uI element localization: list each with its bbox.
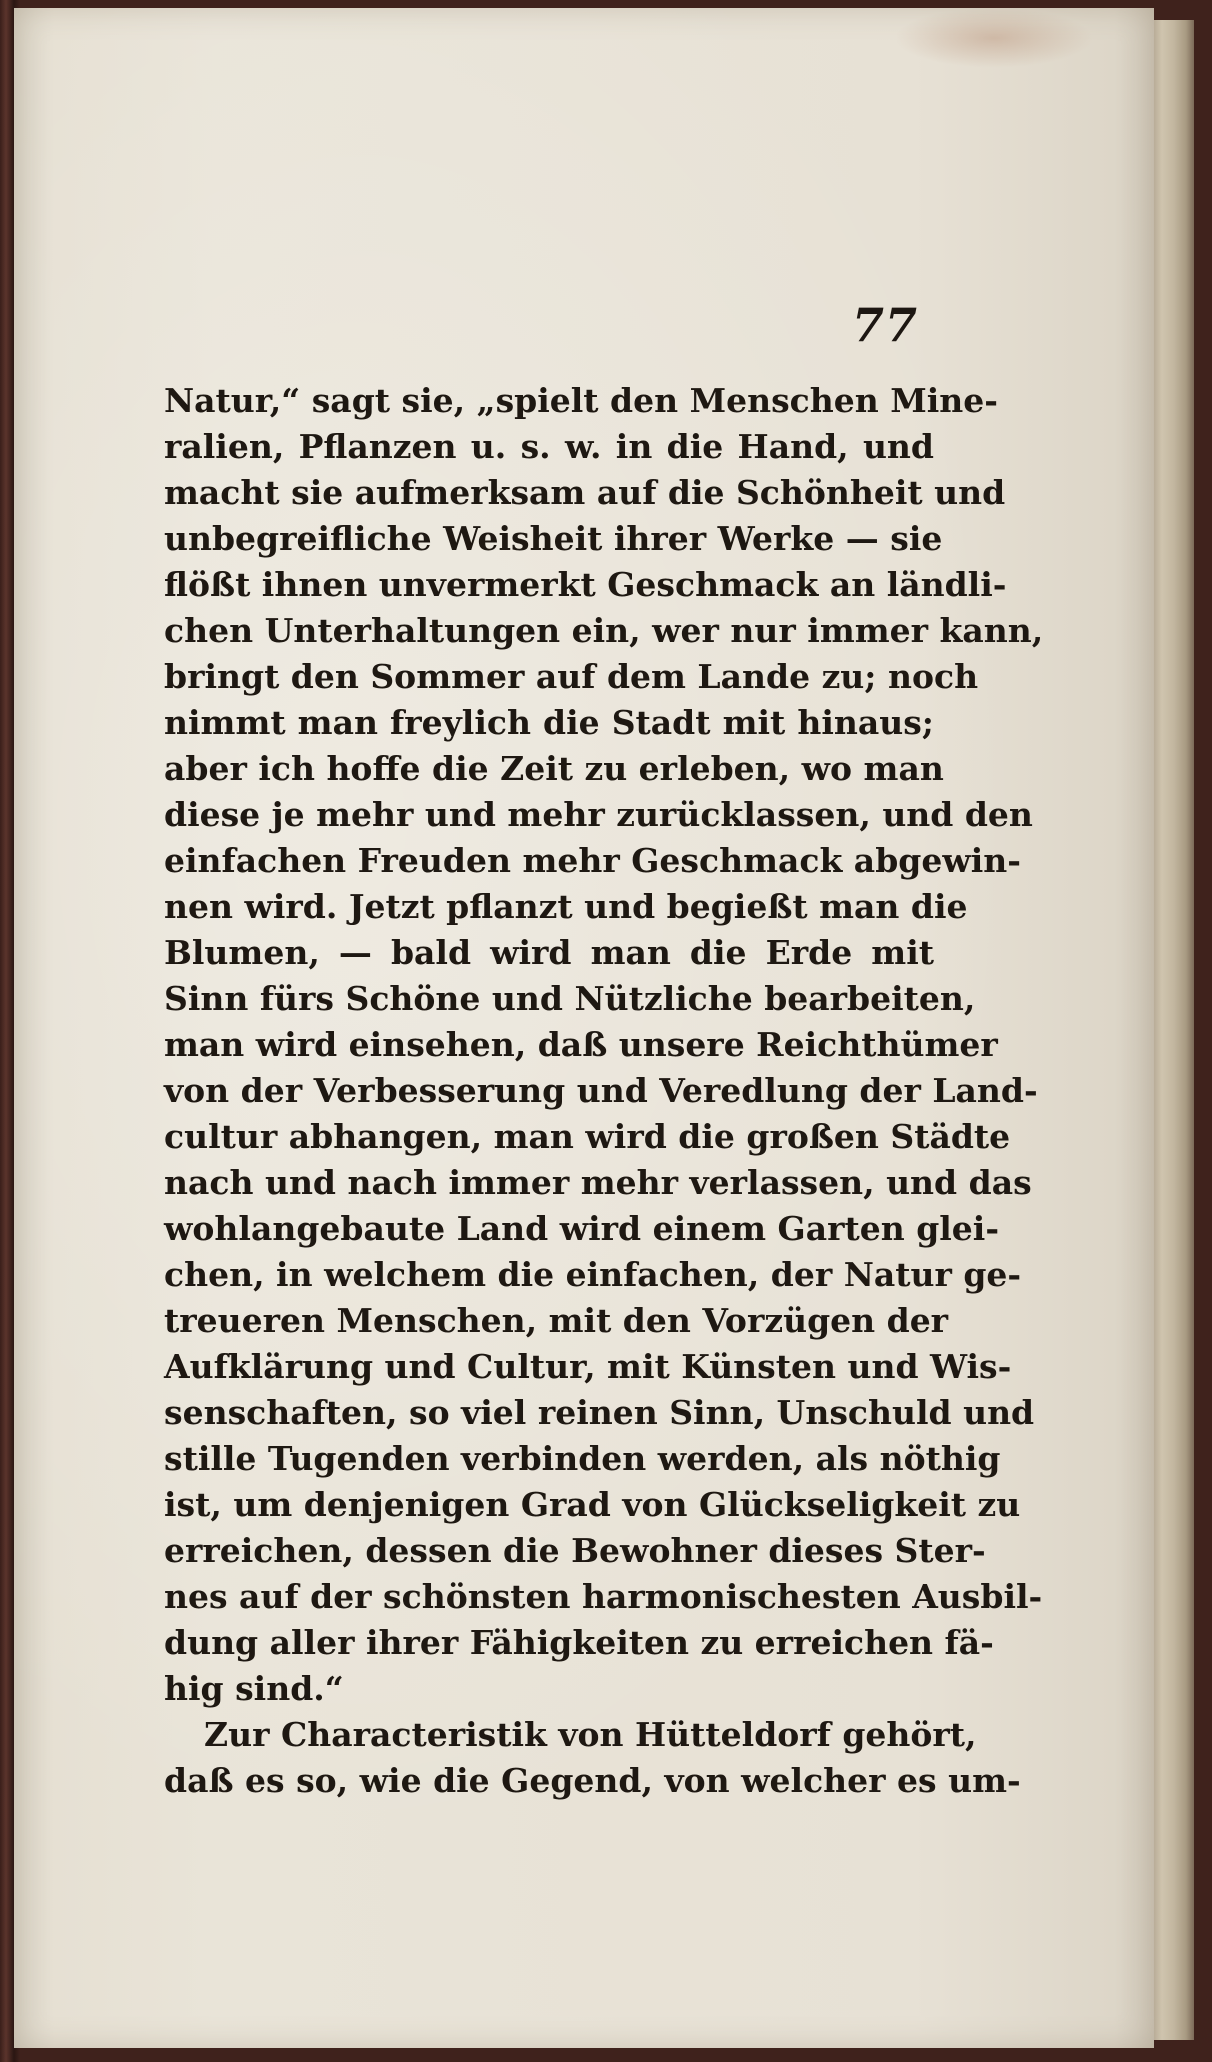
text-line: hig sind.“ xyxy=(164,1669,344,1708)
text-line: macht sie aufmerksam auf die Schönheit und xyxy=(164,473,1006,512)
text-line: cultur abhangen, man wird die großen Städte xyxy=(164,1117,1011,1156)
text-line: chen Unterhaltungen ein, wer nur immer kann, xyxy=(164,611,1044,650)
text-line: stille Tugenden verbinden werden, als nöthig xyxy=(164,1439,1001,1478)
text-line: chen, in welchem die einfachen, der Natur ge- xyxy=(164,1255,1022,1294)
body-text xyxy=(164,378,1044,1804)
text-line: nach und nach immer mehr verlassen, und das xyxy=(164,1163,1032,1202)
text-line: von der Verbesserung und Veredlung der Land- xyxy=(164,1071,1038,1110)
text-line: Zur Characteristik von Hütteldorf gehört, xyxy=(204,1715,977,1754)
text-line: flößt ihnen unvermerkt Geschmack an ländli- xyxy=(164,565,1007,604)
text-line: senschaften, so viel reinen Sinn, Unschuld und xyxy=(164,1393,1035,1432)
text-line: Sinn fürs Schöne und Nützliche bearbeiten, xyxy=(164,979,976,1018)
book-page xyxy=(14,8,1154,2048)
page-stain xyxy=(894,8,1094,68)
text-line: man wird einsehen, daß unsere Reichthümer xyxy=(164,1025,998,1064)
text-line: Aufklärung und Cultur, mit Künsten und Wis- xyxy=(164,1347,1012,1386)
text-line: nimmt man freylich die Stadt mit hinaus; xyxy=(164,703,934,742)
text-line: dung aller ihrer Fähigkeiten zu erreichen fä- xyxy=(164,1623,994,1662)
text-line: ralien, Pflanzen u. s. w. in die Hand, und xyxy=(164,427,934,466)
text-line: Natur,“ sagt sie, „spielt den Menschen Mine- xyxy=(164,381,998,420)
text-line: daß es so, wie die Gegend, von welcher es um- xyxy=(164,1761,1021,1800)
text-line: ist, um denjenigen Grad von Glückseligkeit zu xyxy=(164,1485,1021,1524)
text-line: unbegreifliche Weisheit ihrer Werke — sie xyxy=(164,519,943,558)
text-line: Blumen, — bald wird man die Erde mit xyxy=(164,933,934,972)
text-line: bringt den Sommer auf dem Lande zu; noch xyxy=(164,657,979,696)
text-line: treueren Menschen, mit den Vorzügen der xyxy=(164,1301,949,1340)
text-line: erreichen, dessen die Bewohner dieses Ster- xyxy=(164,1531,986,1570)
text-line: aber ich hoffe die Zeit zu erleben, wo man xyxy=(164,749,944,788)
text-line: nen wird. Jetzt pflanzt und begießt man die xyxy=(164,887,968,926)
page-number: 77 xyxy=(852,298,919,352)
text-line: einfachen Freuden mehr Geschmack abgewin- xyxy=(164,841,1021,880)
text-line: nes auf der schönsten harmonischesten Ausbil- xyxy=(164,1577,1043,1616)
text-line: wohlangebaute Land wird einem Garten glei- xyxy=(164,1209,1000,1248)
text-line: diese je mehr und mehr zurücklassen, und den xyxy=(164,795,1033,834)
page-edge xyxy=(1154,20,1194,2040)
